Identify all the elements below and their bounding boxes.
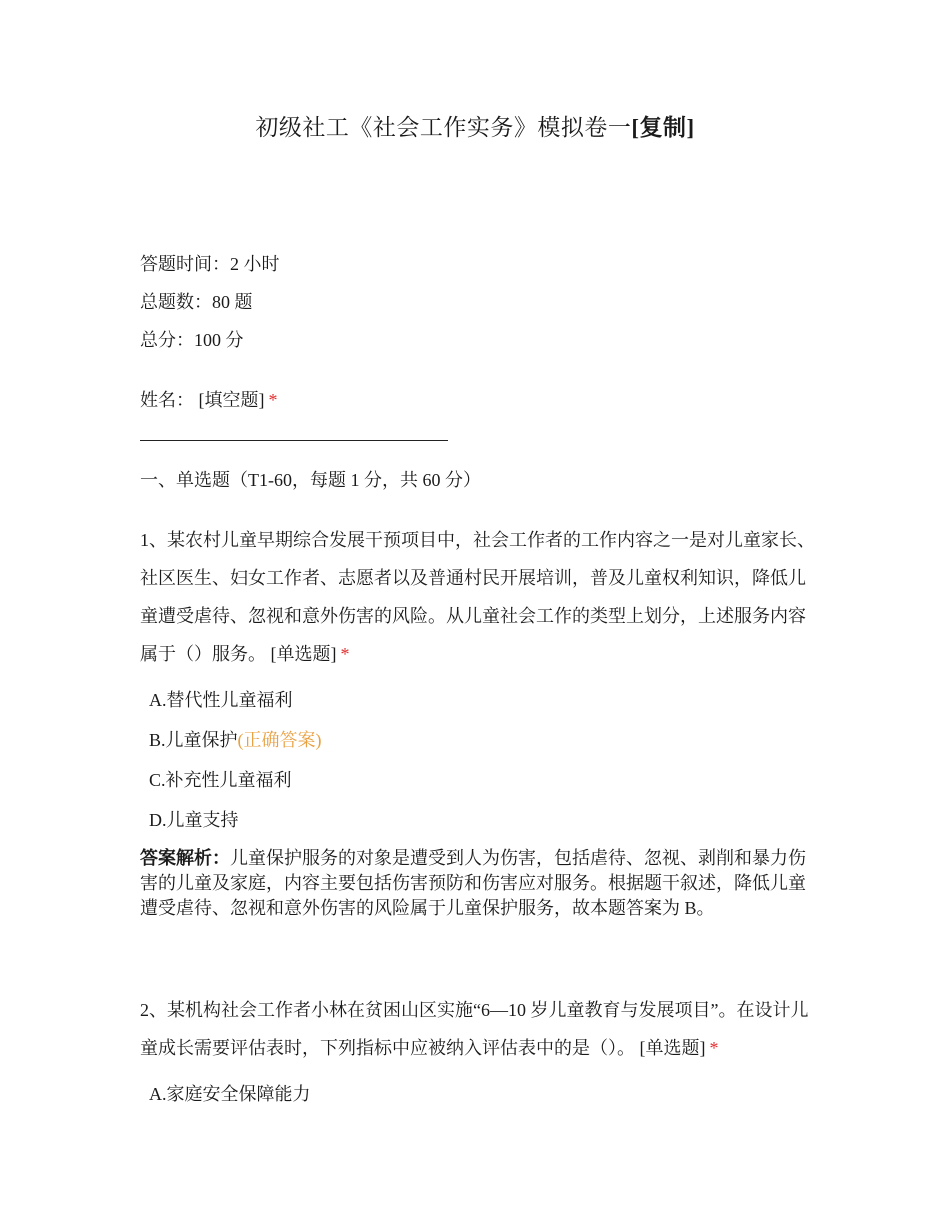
title-suffix: [复制] bbox=[631, 115, 695, 140]
q1-option-b-label: B.儿童保护 bbox=[149, 730, 238, 750]
title-main: 初级社工《社会工作实务》模拟卷一 bbox=[255, 115, 632, 140]
q1-option-c[interactable]: C.补充性儿童福利 bbox=[149, 770, 292, 790]
total-score: 总分：100 分 bbox=[140, 330, 244, 350]
required-mark: * bbox=[340, 644, 350, 664]
name-field-label bbox=[140, 388, 278, 412]
analysis-label: 答案解析： bbox=[140, 848, 230, 868]
section-heading: 一、单选题（T1-60，每题 1 分，共 60 分） bbox=[140, 470, 481, 490]
required-mark: * bbox=[709, 1038, 719, 1058]
correct-answer-tag: (正确答案) bbox=[237, 730, 322, 750]
name-label: 姓名： bbox=[140, 390, 194, 410]
required-mark: * bbox=[268, 390, 278, 410]
q1-option-a[interactable]: A.替代性儿童福利 bbox=[149, 690, 293, 710]
name-input[interactable] bbox=[140, 440, 448, 441]
question-1-type-tag: [单选题] bbox=[270, 644, 337, 664]
question-2-type-tag: [单选题] bbox=[639, 1038, 706, 1058]
answer-time: 答题时间：2 小时 bbox=[140, 254, 280, 274]
page-title bbox=[0, 112, 950, 144]
question-1 bbox=[140, 521, 820, 673]
question-1-text: 1、某农村儿童早期综合发展干预项目中，社会工作者的工作内容之一是对儿童家长、社区医生、妇女工作者、志愿者以及普通村民开展培训，普及儿童权利知识，降低儿童遭受虐待、忽视和意外伤害的风险。从儿童社会工作的类型上划分，上述服务内容属于（）服务。 bbox=[140, 530, 815, 664]
question-2 bbox=[140, 991, 820, 1067]
q1-option-d[interactable]: D.儿童支持 bbox=[149, 810, 239, 830]
q1-answer-analysis bbox=[140, 846, 820, 921]
name-type-tag: [填空题] bbox=[198, 390, 265, 410]
q2-option-a[interactable]: A.家庭安全保障能力 bbox=[149, 1084, 311, 1104]
q1-option-b[interactable] bbox=[149, 728, 322, 752]
analysis-text: 儿童保护服务的对象是遭受到人为伤害，包括虐待、忽视、剥削和暴力伤害的儿童及家庭，内容主要包括伤害预防和伤害应对服务。根据题干叙述，降低儿童遭受虐待、忽视和意外伤害的风险属于儿童保护服务，故本题答案为 B。 bbox=[140, 848, 806, 918]
question-count: 总题数：80 题 bbox=[140, 292, 253, 312]
question-2-text: 2、某机构社会工作者小林在贫困山区实施“6—10 岁儿童教育与发展项目”。在设计儿童成长需要评估表时，下列指标中应被纳入评估表中的是（）。 bbox=[140, 1000, 809, 1058]
